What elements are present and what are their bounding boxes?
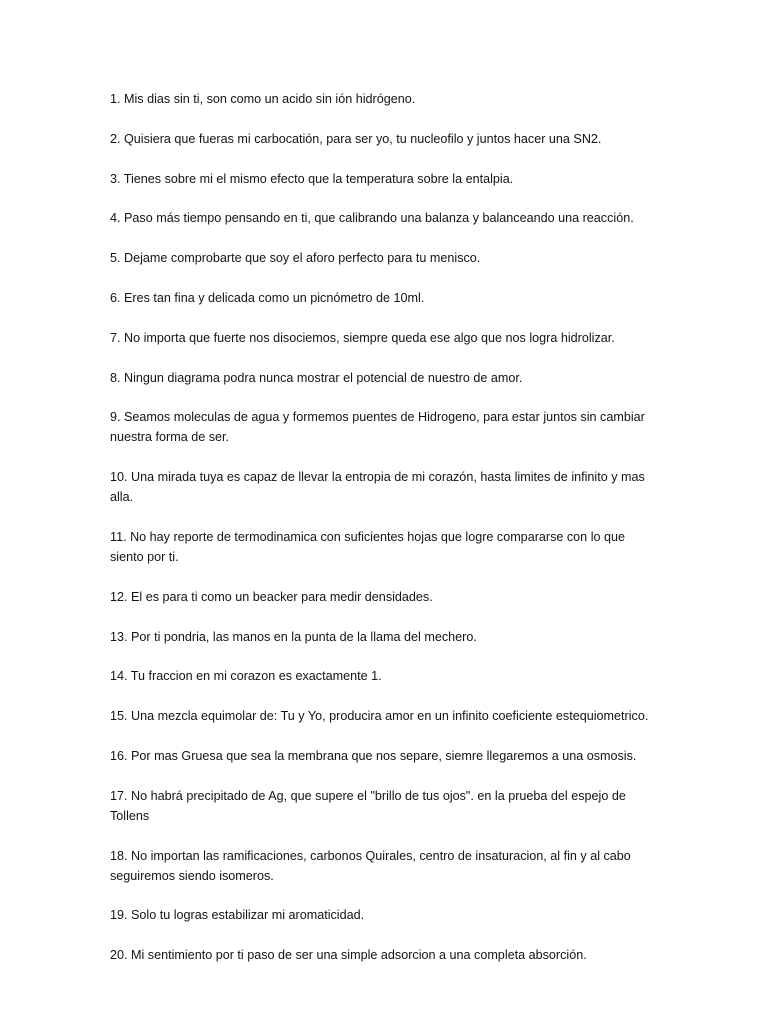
- list-item-14: 14. Tu fraccion en mi corazon es exactamente 1.: [110, 669, 382, 684]
- list-item-5: 5. Dejame comprobarte que soy el aforo perfecto para tu menisco.: [110, 251, 481, 266]
- list-item-9: 9. Seamos moleculas de agua y formemos puentes de Hidrogeno, para estar juntos sin cambiar nuestra forma de ser.: [110, 410, 645, 445]
- list-item-1: 1. Mis dias sin ti, son como un acido sin ión hidrógeno.: [110, 92, 416, 106]
- list-item-18: 18. No importan las ramificaciones, carbonos Quirales, centro de insaturacion, al fin y al cabo seguiremos siendo isomeros.: [110, 848, 631, 883]
- numbered-list: [110, 89, 660, 985]
- list-item-13: 13. Por ti pondria, las manos en la punta de la llama del mechero.: [110, 629, 477, 644]
- list-item-6: 6. Eres tan fina y delicada como un picnómetro de 10ml.: [110, 290, 425, 305]
- list-item-20: 20. Mi sentimiento por ti paso de ser una simple adsorcion a una completa absorción.: [110, 948, 587, 963]
- list-item-17: 17. No habrá precipitado de Ag, que supere el "brillo de tus ojos". en la prueba del espejo de Tollens: [110, 788, 626, 823]
- list-item-2: 2. Quisiera que fueras mi carbocatión, para ser yo, tu nucleofilo y juntos hacer una SN2.: [110, 131, 602, 146]
- list-item-4: 4. Paso más tiempo pensando en ti, que calibrando una balanza y balanceando una reacción.: [110, 211, 634, 226]
- list-item-19: 19. Solo tu logras estabilizar mi aromaticidad.: [110, 908, 365, 923]
- list-item-10: 10. Una mirada tuya es capaz de llevar la entropia de mi corazón, hasta limites de infinito y mas alla.: [110, 470, 645, 505]
- list-item-15: 15. Una mezcla equimolar de: Tu y Yo, producira amor en un infinito coeficiente estequiometrico.: [110, 709, 649, 724]
- list-item-7: 7. No importa que fuerte nos disociemos, siempre queda ese algo que nos logra hidrolizar.: [110, 330, 615, 345]
- list-item-12: 12. El es para ti como un beacker para medir densidades.: [110, 589, 433, 604]
- list-item-11: 11. No hay reporte de termodinamica con suficientes hojas que logre compararse con lo que siento por ti.: [110, 529, 626, 564]
- list-item-3: 3. Tienes sobre mi el mismo efecto que la temperatura sobre la entalpia.: [110, 171, 514, 186]
- list-item-8: 8. Ningun diagrama podra nunca mostrar el potencial de nuestro de amor.: [110, 370, 523, 385]
- list-item-16: 16. Por mas Gruesa que sea la membrana que nos separe, siemre llegaremos a una osmosis.: [110, 748, 637, 763]
